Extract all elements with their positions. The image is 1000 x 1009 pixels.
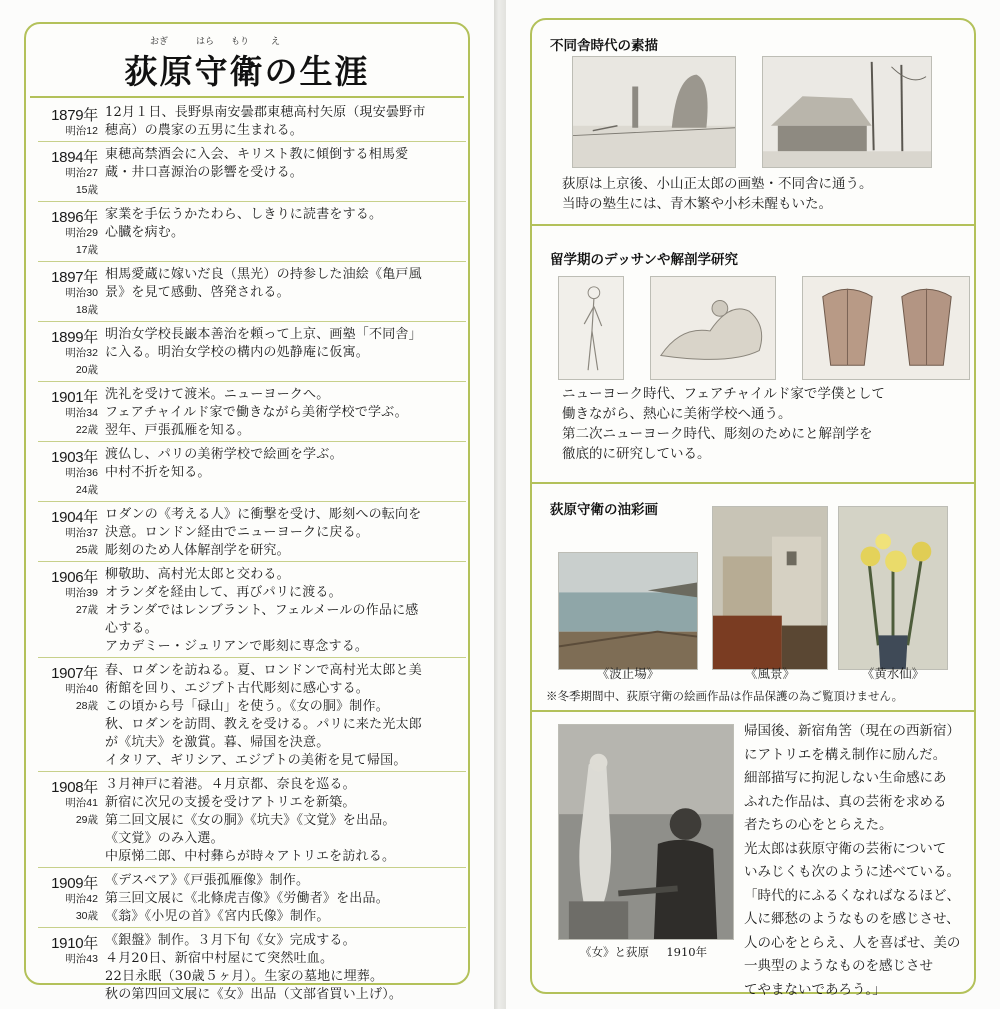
- entry-age: 18歳: [75, 304, 98, 316]
- sketch-section-title: 不同舎時代の素描: [550, 38, 658, 54]
- entry-line: 《銀盤》制作。３月下旬《女》完成する。: [105, 933, 356, 948]
- study-caption-line: 第二次ニューヨーク時代、彫刻のためにと解剖学を: [562, 426, 873, 442]
- entry-divider: [38, 501, 466, 502]
- entry-text: [105, 506, 465, 560]
- sketch-photo-1: [572, 56, 736, 168]
- entry-line: 東穂高禁酒会に入会、キリスト教に傾倒する相馬愛: [105, 147, 409, 162]
- entry-era: 明治37: [65, 527, 98, 539]
- entry-age: 24歳: [75, 484, 98, 496]
- bio-text: [744, 720, 976, 1002]
- right-page: [506, 0, 1000, 1009]
- page-title: 荻原守衛の生涯: [124, 52, 370, 91]
- entry-text: [105, 266, 465, 302]
- entry-year: 1903年: [51, 449, 98, 466]
- entry-era: 明治32: [65, 347, 98, 359]
- study-caption-line: ニューヨーク時代、フェアチャイルド家で学僕として: [562, 386, 885, 402]
- entry-line: オランダではレンブラント、フェルメールの作品に感: [105, 603, 419, 618]
- entry-year: 1901年: [51, 389, 98, 406]
- photo-onna-and-ogiwara: [558, 724, 734, 940]
- bio-line: 人の心をとらえ、人を喜ばせ、美の: [744, 934, 961, 951]
- entry-age: 29歳: [75, 814, 98, 826]
- photo-caption-title: 《女》と荻原: [580, 945, 649, 959]
- entry-text: [105, 146, 465, 182]
- entry-year: 1910年: [51, 935, 98, 952]
- entry-age: 27歳: [75, 604, 98, 616]
- entry-year: 1899年: [51, 329, 98, 346]
- entry-year: 1896年: [51, 209, 98, 226]
- entry-text: [105, 104, 465, 140]
- entry-age: 28歳: [75, 700, 98, 712]
- section-divider: [532, 710, 974, 712]
- entry-age: 20歳: [75, 364, 98, 376]
- bio-line: 細部描写に拘泥しない生命感にあ: [744, 770, 947, 786]
- timeline-frame: [24, 22, 470, 1002]
- study-photo-anatomy: [802, 276, 970, 380]
- entry-divider: [38, 261, 466, 262]
- oil-section-title: 荻原守衛の油彩画: [550, 502, 658, 518]
- study-section-title: 留学期のデッサンや解剖学研究: [550, 252, 739, 268]
- entry-era: 明治39: [65, 587, 98, 599]
- sketch-caption: [562, 174, 873, 214]
- entry-age: 25歳: [75, 544, 98, 556]
- entry-line: 翌年、戸張孤雁を知る。: [105, 423, 251, 438]
- entry-line: 心臓を病む。: [105, 225, 185, 240]
- entry-line: 12月１日、長野県南安曇郡東穂高村矢原（現安曇野市: [105, 105, 426, 120]
- bio-line: 光太郎は荻原守衛の芸術について: [744, 840, 947, 857]
- entry-line: 第二回文展に《女の胴》《坑夫》《文覚》を出品。: [105, 813, 396, 828]
- entry-line: イタリア、ギリシア、エジプトの美術を見て帰国。: [105, 753, 407, 768]
- bio-line: ふれた作品は、真の芸術を求める: [744, 793, 947, 810]
- entry-line: 蔵・井口喜源治の影響を受ける。: [105, 165, 304, 180]
- painting-hatoba: [558, 552, 698, 670]
- entry-line: が《坑夫》を激賞。暮、帰国を決意。: [105, 735, 330, 750]
- entry-line: に入る。明治女学校の構内の処静庵に仮寓。: [105, 345, 370, 360]
- entry-line: 中原悌二郎、中村彝らが時々アトリエを訪れる。: [105, 849, 396, 864]
- winter-note: ※冬季期間中、荻原守衛の絵画作品は作品保護の為ご覧頂けません。: [546, 689, 904, 703]
- painting-kizuisen: [838, 506, 948, 670]
- page-gutter: [494, 0, 506, 1009]
- entry-line: 中村不折を知る。: [105, 465, 211, 480]
- entry-text: [105, 206, 465, 242]
- study-caption: [562, 384, 885, 464]
- study-caption-line: 徹底的に研究している。: [562, 446, 711, 462]
- entry-age: 30歳: [75, 910, 98, 922]
- entry-era: 明治40: [65, 683, 98, 695]
- bio-line: にアトリエを構え制作に励んだ。: [744, 746, 947, 763]
- entry-text: [105, 566, 465, 656]
- entry-line: 決意。ロンドン経由でニューヨークに戻る。: [105, 525, 370, 540]
- entry-age: 17歳: [75, 244, 98, 256]
- entry-text: [105, 326, 465, 362]
- entry-era: 明治27: [65, 167, 98, 179]
- ruby-e: え: [271, 37, 281, 47]
- entry-line: 柳敬助、高村光太郎と交わる。: [105, 567, 290, 582]
- entry-line: 穂高）の農家の五男に生まれる。: [105, 123, 304, 138]
- entry-line: 22日永眠（30歳５ヶ月）。生家の墓地に埋葬。: [105, 969, 384, 984]
- entry-era: 明治42: [65, 893, 98, 905]
- painting-title-fukei: 《風景》: [744, 666, 795, 681]
- painting-title-kizuisen: 《黄水仙》: [861, 666, 925, 681]
- entry-line: 相馬愛蔵に嫁いだ良（黒光）の持参した油絵《亀戸風: [105, 267, 422, 282]
- entry-era: 明治29: [65, 227, 98, 239]
- entry-era: 明治12: [65, 125, 98, 137]
- entry-line: ３月神戸に着港。４月京都、奈良を巡る。: [105, 777, 356, 792]
- entry-divider: [38, 657, 466, 658]
- entry-year: 1904年: [51, 509, 98, 526]
- entry-line: この頃から号「碌山」を使う。《女の胴》制作。: [105, 699, 389, 714]
- entry-line: ４月20日、新宿中村屋にて突然吐血。: [105, 951, 334, 966]
- ruby-mori: もり: [231, 37, 250, 47]
- entry-line: 洗礼を受けて渡米。ニューヨークへ。: [105, 387, 330, 402]
- left-page: [0, 0, 494, 1009]
- entry-line: 明治女学校長巌本善治を頼って上京、画塾「不同舎」: [105, 327, 422, 342]
- entry-divider: [38, 771, 466, 772]
- title-divider: [30, 96, 464, 98]
- entry-year: 1879年: [51, 107, 98, 124]
- entry-era: 明治36: [65, 467, 98, 479]
- bio-line: 帰国後、新宿角筈（現在の西新宿）: [744, 723, 960, 739]
- sketch-caption-line: 荻原は上京後、小山正太郎の画塾・不同舎に通う。: [562, 176, 873, 192]
- painting-fukei: [712, 506, 828, 670]
- entry-age: 15歳: [75, 184, 98, 196]
- painting-title-hatoba: 《波止場》: [596, 666, 660, 681]
- entry-line: 春、ロダンを訪ねる。夏、ロンドンで高村光太郎と美: [105, 663, 422, 678]
- section-divider: [532, 224, 974, 226]
- entry-line: 《翁》《小児の首》《宮内氏像》制作。: [105, 909, 330, 924]
- bio-line: 一典型のようなものを感じさせ: [744, 958, 933, 974]
- bio-line: 人に郷愁のようなものを感じさせ、: [744, 911, 960, 927]
- entry-line: 彫刻のため人体解剖学を研究。: [105, 543, 290, 558]
- entry-age: 22歳: [75, 424, 98, 436]
- sketch-photo-2: [762, 56, 932, 168]
- entry-line: 心する。: [105, 621, 158, 636]
- entry-text: [105, 872, 465, 926]
- entry-era: 明治43: [65, 953, 98, 965]
- entry-divider: [38, 561, 466, 562]
- title-ruby: [26, 34, 468, 46]
- entry-divider: [38, 381, 466, 382]
- entry-line: 《文覚》のみ入選。: [105, 831, 224, 846]
- photo-caption: [580, 944, 707, 960]
- section-divider: [532, 482, 974, 484]
- entry-line: オランダを経由して、再びパリに渡る。: [105, 585, 342, 600]
- entry-divider: [38, 201, 466, 202]
- entry-line: フェアチャイルド家で働きながら美術学校で学ぶ。: [105, 405, 408, 420]
- bio-line: てやまないであろう。」: [744, 981, 886, 998]
- entry-divider: [38, 867, 466, 868]
- study-photo-figure: [558, 276, 624, 380]
- entry-year: 1909年: [51, 875, 98, 892]
- entry-year: 1894年: [51, 149, 98, 166]
- sketch-caption-line: 当時の塾生には、青木繁や小杉未醒もいた。: [562, 196, 832, 212]
- entry-era: 明治41: [65, 797, 98, 809]
- entry-era: 明治30: [65, 287, 98, 299]
- photo-caption-year: 1910年: [666, 945, 708, 959]
- entry-line: 秋、ロダンを訪問、教えを受ける。パリに来た光太郎: [105, 717, 422, 732]
- study-caption-line: 働きながら、熱心に美術学校へ通う。: [562, 406, 792, 422]
- entry-line: 第三回文展に《北條虎吉像》《労働者》を出品。: [105, 891, 389, 906]
- entry-divider: [38, 141, 466, 142]
- study-photo-reclining: [650, 276, 776, 380]
- entry-divider: [38, 927, 466, 928]
- entry-era: 明治34: [65, 407, 98, 419]
- entry-line: 渡仏し、パリの美術学校で絵画を学ぶ。: [105, 447, 343, 462]
- entry-line: 新宿に次兄の支援を受けアトリエを新築。: [105, 795, 356, 810]
- ruby-hara: はら: [196, 37, 215, 47]
- entry-year: 1907年: [51, 665, 98, 682]
- ruby-ogi: おぎ: [150, 37, 169, 47]
- entry-year: 1908年: [51, 779, 98, 796]
- bio-line: 「時代的にふるくなればなるほど、: [744, 887, 960, 904]
- entry-text: [105, 662, 465, 770]
- entry-year: 1906年: [51, 569, 98, 586]
- works-frame: [530, 18, 976, 998]
- entry-line: ロダンの《考える人》に衝撃を受け、彫刻への転向を: [105, 507, 422, 522]
- entry-line: 《デスペア》《戸張孤雁像》制作。: [105, 873, 310, 888]
- entry-year: 1897年: [51, 269, 98, 286]
- entry-divider: [38, 441, 466, 442]
- entry-line: アカデミー・ジュリアンで彫刻に専念する。: [105, 639, 369, 654]
- bio-line: 者たちの心をとらえた。: [744, 817, 893, 833]
- entry-line: 家業を手伝うかたわら、しきりに読書をする。: [105, 207, 383, 222]
- entry-text: [105, 386, 465, 440]
- title-block: [26, 32, 468, 102]
- entry-line: 景》を見て感動、啓発される。: [105, 285, 290, 300]
- entry-divider: [38, 321, 466, 322]
- entry-text: [105, 932, 465, 1004]
- entry-text: [105, 776, 465, 866]
- entry-line: 術館を回り、エジプト古代彫刻に感心する。: [105, 681, 370, 696]
- entry-text: [105, 446, 465, 482]
- entry-line: 秋の第四回文展に《女》出品（文部省買い上げ）。: [105, 987, 403, 1002]
- bio-line: いみじくも次のように述べている。: [744, 864, 960, 880]
